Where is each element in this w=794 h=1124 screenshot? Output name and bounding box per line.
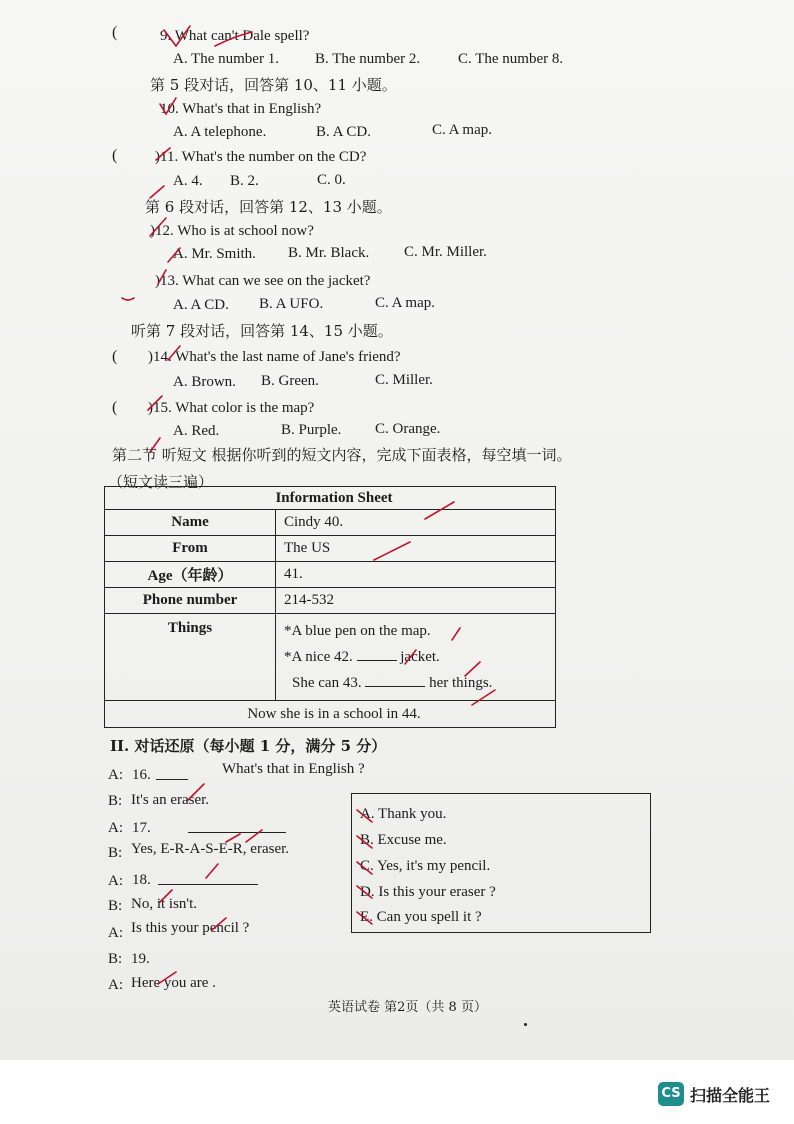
q12-option-c: C. Mr. Miller.: [404, 244, 487, 260]
table-label-phone: Phone number: [105, 588, 276, 614]
q11-option-c: C. 0.: [317, 172, 346, 188]
answer-blank-17[interactable]: [188, 818, 286, 833]
dialog-speaker: B:: [108, 951, 123, 967]
q15-option-c: C. Orange.: [375, 421, 441, 437]
choice-e: E. Can you spell it ?: [360, 909, 482, 925]
q10-option-b: B. A CD.: [316, 124, 372, 140]
choices-box: [351, 793, 651, 933]
q9-option-a: A. The number 1.: [173, 51, 279, 67]
q14-option-a: A. Brown.: [173, 374, 236, 390]
question-10: 10. What's that in English?: [160, 101, 322, 117]
things-line-3: [284, 670, 555, 696]
dialog-line-16-speaker: A:: [108, 767, 123, 783]
table-label-name: Name: [105, 510, 276, 536]
dialog7-instruction: 听第 7 段对话，回答第 14、15 小题。: [131, 322, 393, 340]
table-value-phone: 214-532: [276, 588, 556, 614]
table-title: Information Sheet: [105, 487, 556, 510]
q14-option-b: B. Green.: [261, 373, 319, 389]
q9-option-b: B. The number 2.: [315, 51, 421, 67]
q12-option-a: A. Mr. Smith.: [173, 246, 256, 262]
dialog5-instruction: 第 5 段对话，回答第 10、11 小题。: [150, 76, 397, 94]
answer-blank-16[interactable]: [156, 765, 188, 780]
things-line-1: *A blue pen on the map.: [284, 623, 431, 639]
answer-paren: (: [112, 147, 118, 164]
dialog-line-19: 19.: [131, 951, 150, 967]
camscanner-logo-icon: CS: [658, 1082, 684, 1106]
dialog-speaker: B:: [108, 845, 123, 861]
q13-option-c: C. A map.: [375, 295, 436, 311]
choice-c: C. Yes, it's my pencil.: [360, 858, 491, 874]
dialog-line-18: 18.: [132, 872, 151, 888]
q11-option-b: B. 2.: [230, 173, 259, 189]
answer-blank-18[interactable]: [158, 870, 258, 885]
dialog-speaker: B:: [108, 898, 123, 914]
question-9: 9. What can't Dale spell?: [160, 28, 310, 44]
question-15: )15. What color is the map?: [148, 400, 315, 416]
ink-dot: [524, 1023, 527, 1026]
things-line-2a: *A nice 42.: [284, 649, 353, 665]
q9-option-c: C. The number 8.: [458, 51, 564, 67]
dialog-line-17: 17.: [132, 820, 151, 836]
answer-blank-43[interactable]: [365, 672, 425, 687]
dialog-line: Is this your pencil ?: [131, 920, 250, 936]
page-footer: 英语试卷 第2页（共 8 页）: [328, 1000, 487, 1015]
q11-option-a: A. 4.: [173, 173, 203, 189]
q10-option-c: C. A map.: [432, 122, 493, 138]
q13-option-b: B. A UFO.: [259, 296, 324, 312]
part2-heading: II. 对话还原（每小题 1 分，满分 5 分）: [110, 737, 387, 755]
q12-option-b: B. Mr. Black.: [288, 245, 370, 261]
q15-option-a: A. Red.: [173, 423, 220, 439]
pen-mark: [122, 298, 134, 300]
information-sheet-table: [104, 486, 556, 728]
choice-b: B. Excuse me.: [360, 832, 447, 848]
choice-d: D. Is this your eraser ?: [360, 884, 496, 900]
table-value-name: Cindy 40.: [276, 510, 556, 536]
things-line-3b: her things.: [429, 675, 493, 691]
dialog-line: Yes, E-R-A-S-E-R, eraser.: [131, 841, 290, 857]
things-line-3a: She can 43.: [292, 675, 362, 691]
answer-paren: (: [112, 24, 118, 41]
q13-option-a: A. A CD.: [173, 297, 229, 313]
q14-option-c: C. Miller.: [375, 372, 433, 388]
camscanner-label: 扫描全能王: [690, 1086, 771, 1105]
dialog-speaker: A:: [108, 925, 123, 941]
section2-note: （短文读三遍）: [108, 473, 214, 491]
things-line-2: [284, 644, 555, 670]
table-label-things: Things: [105, 614, 276, 701]
dialog-line-16: 16.: [132, 767, 151, 783]
choice-a: A. Thank you.: [360, 806, 447, 822]
dialog-line: No, it isn't.: [131, 896, 198, 912]
dialog-speaker: A:: [108, 977, 123, 993]
q15-option-b: B. Purple.: [281, 422, 342, 438]
table-value-from: The US: [276, 536, 556, 562]
question-14: )14. What's the last name of Jane's friend?: [148, 349, 401, 365]
question-12: )12. Who is at school now?: [150, 223, 314, 239]
dialog-speaker: A:: [108, 873, 123, 889]
section2-instruction: 第二节 听短文 根据你听到的短文内容，完成下面表格，每空填一词。: [112, 446, 572, 464]
table-value-things: [276, 614, 556, 701]
question-11: )11. What's the number on the CD?: [155, 149, 367, 165]
dialog-speaker: B:: [108, 793, 123, 809]
dialog-line: Here you are .: [131, 975, 216, 991]
answer-blank-42[interactable]: [357, 646, 397, 661]
things-line-2b: jacket.: [400, 649, 440, 665]
q10-option-a: A. A telephone.: [173, 124, 267, 140]
question-13: )13. What can we see on the jacket?: [155, 273, 371, 289]
dialog6-instruction: 第 6 段对话，回答第 12、13 小题。: [145, 198, 392, 216]
table-last-row: Now she is in a school in 44.: [105, 701, 556, 728]
dialog-line-16-question: What's that in English ?: [222, 761, 365, 777]
answer-paren: (: [112, 348, 118, 365]
table-value-age: 41.: [276, 562, 556, 588]
table-label-from: From: [105, 536, 276, 562]
dialog-speaker: A:: [108, 820, 123, 836]
dialog-line: It's an eraser.: [131, 792, 210, 808]
table-label-age: Age（年龄）: [105, 562, 276, 588]
answer-paren: (: [112, 399, 118, 416]
